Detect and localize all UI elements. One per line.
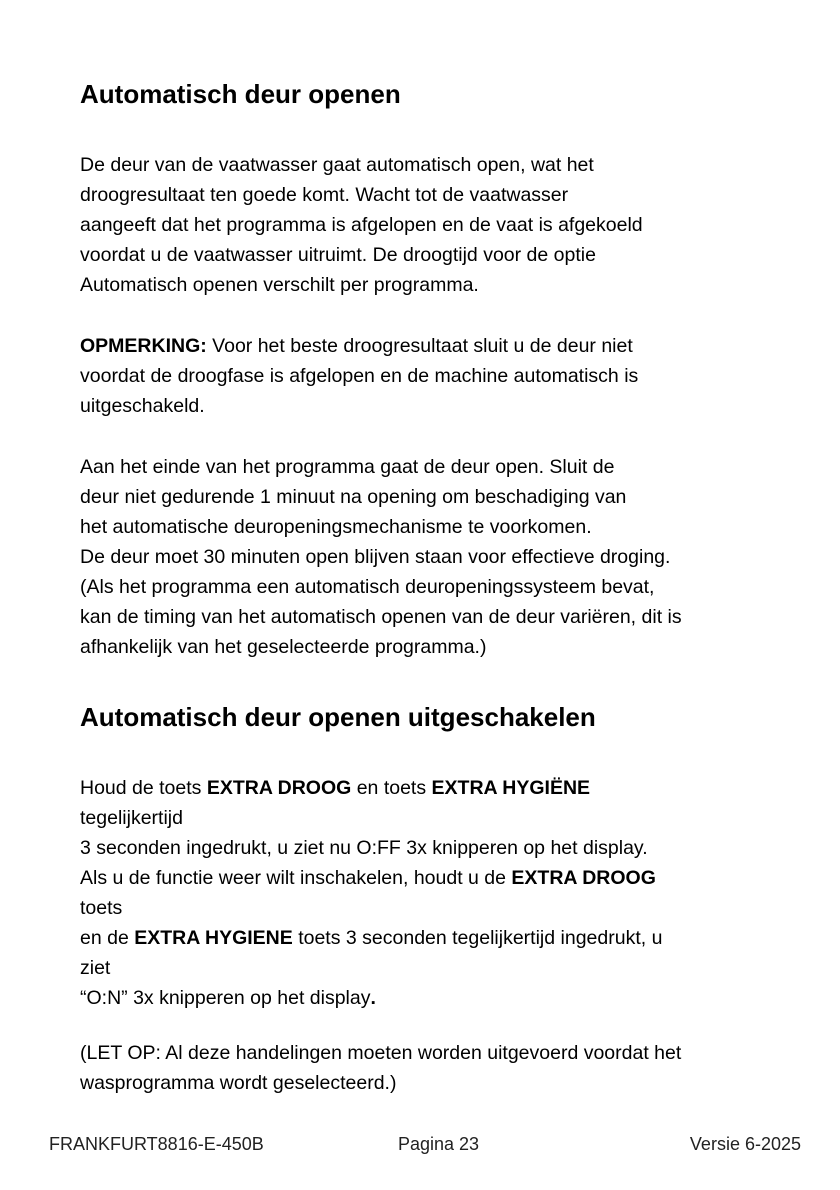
paragraph-auto-open-intro (80, 150, 780, 300)
text-line (80, 773, 780, 803)
section-heading-auto-open: Automatisch deur openen (80, 79, 401, 109)
text-line: kan de timing van het automatisch openen van de deur variëren, dit is (80, 606, 682, 628)
text-line: deur niet gedurende 1 minuut na opening om beschadiging van (80, 486, 627, 508)
text-line: 3 seconden ingedrukt, u ziet nu O:FF 3x knipperen op het display. (80, 837, 648, 859)
button-label-extra-droog: EXTRA DROOG (511, 867, 656, 889)
text-line: (Als het programma een automatisch deuropeningssysteem bevat, (80, 576, 655, 598)
paragraph-door-open-end (80, 452, 780, 662)
text-run: Houd de toets (80, 777, 207, 799)
text-line: (LET OP: Al deze handelingen moeten worden uitgevoerd voordat het (80, 1042, 682, 1064)
footer-version: Versie 6-2025 (689, 1134, 801, 1154)
text-line: Automatisch openen verschilt per programma. (80, 274, 479, 296)
text-line (80, 923, 780, 953)
text-run: toets 3 seconden tegelijkertijd ingedrukt, u (292, 927, 663, 949)
text-run: en toets (351, 777, 432, 799)
button-label-extra-droog: EXTRA DROOG (206, 777, 352, 799)
text-line: het automatische deuropeningsmechanisme te voorkomen. (80, 516, 592, 538)
section-heading-auto-open-disable: Automatisch deur openen uitgeschakelen (80, 702, 596, 732)
note-label: OPMERKING: (80, 335, 207, 357)
text-line: voordat u de vaatwasser uitruimt. De droogtijd voor de optie (80, 244, 596, 266)
footer-model: FRANKFURT8816-E-450B (49, 1134, 264, 1154)
paragraph-disable-instructions (80, 773, 780, 1013)
text-line (80, 983, 780, 1013)
footer-page-number: Pagina 23 (398, 1134, 480, 1154)
text-line: Aan het einde van het programma gaat de deur open. Sluit de (80, 456, 615, 478)
text-run: en de (80, 927, 135, 949)
button-label-extra-hygiene: EXTRA HYGIENE (134, 927, 293, 949)
text-line: tegelijkertijd (80, 807, 183, 829)
text-line: wasprogramma wordt geselecteerd.) (80, 1072, 397, 1094)
text-run: “O:N” 3x knipperen op het display (80, 987, 371, 1009)
text-line: aangeeft dat het programma is afgelopen en de vaat is afgekoeld (80, 214, 643, 236)
text-run: Als u de functie weer wilt inschakelen, houdt u de (80, 867, 512, 889)
text-line: ziet (80, 957, 111, 979)
text-line: De deur moet 30 minuten open blijven staan voor effectieve droging. (80, 546, 671, 568)
text-line: afhankelijk van het geselecteerde programma.) (80, 636, 487, 658)
paragraph-warning (80, 1038, 780, 1098)
text-line (80, 331, 780, 361)
button-label-extra-hygiene: EXTRA HYGIËNE (431, 777, 591, 799)
text-line: voordat de droogfase is afgelopen en de machine automatisch is (80, 365, 639, 387)
text-line: droogresultaat ten goede komt. Wacht tot de vaatwasser (80, 184, 569, 206)
text-line: De deur van de vaatwasser gaat automatisch open, wat het (80, 154, 594, 176)
paragraph-note (80, 331, 780, 421)
text-line: uitgeschakeld. (80, 395, 205, 417)
text-line (80, 863, 780, 893)
note-text: Voor het beste droogresultaat sluit u de deur niet (206, 335, 633, 357)
text-run: . (370, 987, 376, 1009)
text-line: toets (80, 897, 123, 919)
